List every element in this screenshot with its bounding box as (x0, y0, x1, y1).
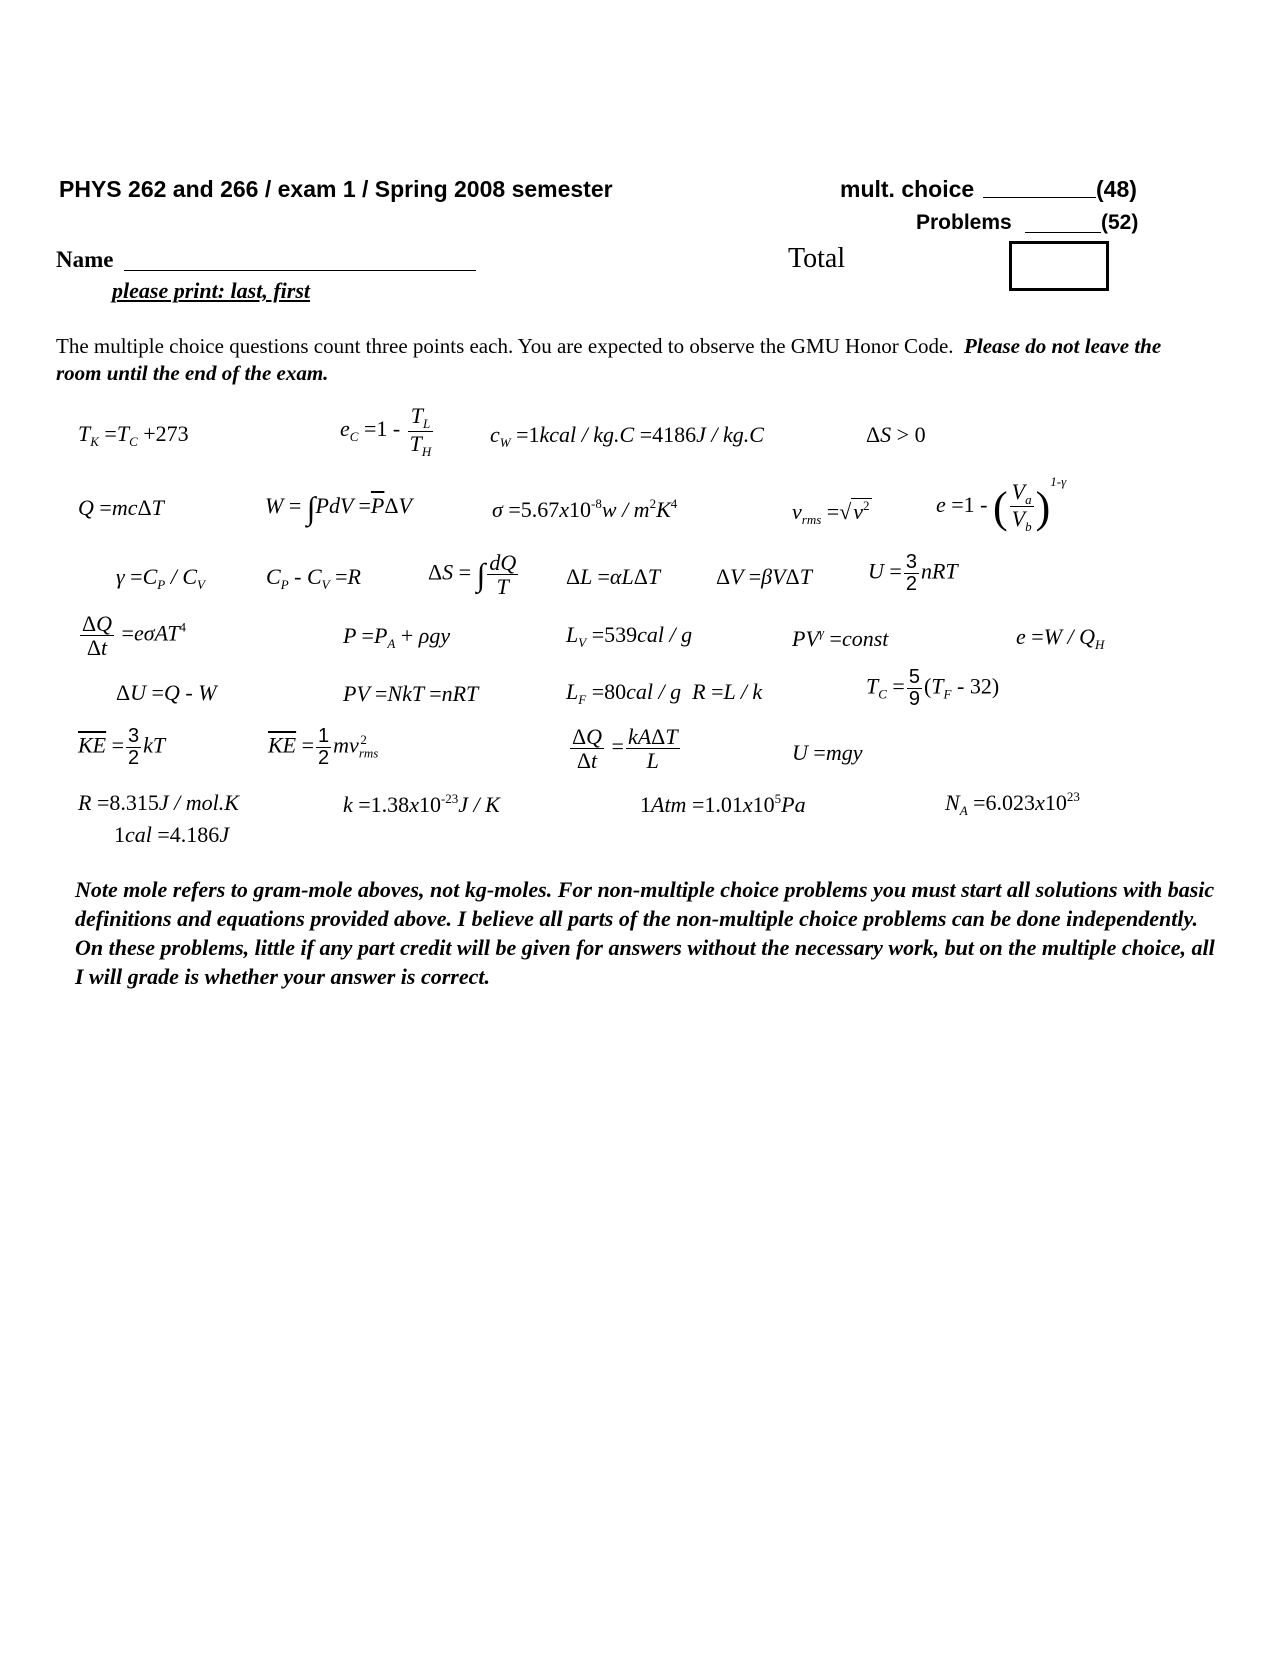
formula-ds-integral: ΔS = ∫ $\frac{dQ}{T}$ (428, 550, 517, 600)
note-paragraph: Note mole refers to gram-mole aboves, not kg-moles. For non-multiple choice problems you must start all solutions with basic definitions and equations provided above. I believe all parts of the non-multiple choice problems can be done independently. On these problems, little if any part credit will be given for answers without the necessary work, but on the multiple choice, all I will grade is whether your answer is correct. (75, 877, 1215, 989)
formula-cp-cv: $C_P - C_V =R$ (266, 564, 361, 592)
formula-ds-positive: ΔS > 0 (866, 422, 926, 447)
formula-ke-kt: $\overline{KE}$ = $\frac{3}{2}$ kT (78, 725, 166, 769)
formula-lv: $L_V =539cal / g$ (566, 622, 693, 650)
formula-e-w: $e =W / Q_H$ (1016, 624, 1105, 652)
instructions-text: The multiple choice questions count three points each. You are expected to observe the GMU Honor Code. (56, 334, 954, 358)
formula-du: ΔU =Q - W (116, 680, 217, 705)
formula-vrms: $v_{rms} =√v^2$ (792, 498, 870, 527)
formula-q: Q =mcΔT (78, 495, 164, 520)
formula-e-adiabatic: e =1 - ( $\frac{V_a}{V_b}$ )$^{1-\gamma}$ (936, 474, 1067, 535)
problems-points: (52) (1101, 211, 1139, 234)
formula-k-constant: $k =1.38x10^{-23}J / K$ (343, 791, 500, 817)
formula-conduction: $\frac{\Delta Q}{\Delta t}$ = kAΔT L (572, 724, 678, 774)
instructions-emphasis: Please do not leave the room until the end of the exam. (56, 334, 1162, 385)
formula-avogadro: $N_A =6.023x10^{23}$ (945, 789, 1080, 818)
formula-cw: $c_W$ =1kcal / kg.C =4186J / kg.C (490, 422, 764, 450)
formula-ec: $e_C =1$ - $\frac{T_L}{T_H}$ (340, 403, 432, 459)
formula-pv-gamma: $PV^\gamma$ =const (792, 625, 889, 651)
mult-choice-points: (48) (1096, 176, 1137, 202)
formula-u-mgy: U =mgy (792, 740, 863, 765)
name-label: Name (56, 247, 114, 272)
name-field-line (124, 270, 476, 271)
formula-gamma: $\gamma =C_P / C_V$ (116, 564, 205, 592)
formula-tc: $T_C$ = $\frac{5}{9}$ $(T_F - 32)$ (866, 666, 1000, 710)
formula-r-constant: R =8.315J / mol.K (78, 790, 239, 815)
formula-cal: 1cal =4.186J (114, 822, 230, 847)
formula-ke-mv: $\overline{KE}$ = $\frac{1}{2}$ $mv_{rms}^2$ (268, 725, 379, 769)
formula-lf: $L_F =80cal / g$ R =L / k (566, 679, 763, 707)
formula-dl: ΔL =αLΔT (566, 564, 661, 589)
formula-pressure: $P =P_A + \rho gy$ (343, 623, 451, 651)
formula-work: $W = \int PdV =\overline{P}\Delta V$ (265, 490, 412, 526)
exam-title: PHYS 262 and 266 / exam 1 / Spring 2008 semester (59, 176, 613, 202)
formula-u-nrt: U = $\frac{3}{2}$ nRT (868, 551, 958, 595)
formula-tk: $T_K =T_C +273$ (78, 421, 189, 449)
name-hint: please print: last, first (112, 278, 311, 303)
total-label: Total (788, 243, 846, 274)
formula-dv: ΔV =βVΔT (716, 564, 812, 589)
formula-pv: PV =NkT =nRT (343, 681, 479, 706)
formula-radiation: $\frac{\Delta Q}{\Delta t}$ =eσAT$^4$ (82, 611, 186, 661)
formula-sigma: $\sigma =5.67x10^{-8}w / m^2K^4$ (492, 496, 678, 522)
formula-atm: $1Atm =1.01x10^5Pa$ (640, 791, 806, 817)
mult-choice-score-blank (983, 197, 1096, 198)
mult-choice-label: mult. choice (840, 176, 975, 202)
problems-label: Problems (916, 211, 1012, 234)
problems-score-blank (1025, 232, 1101, 233)
instructions (56, 333, 1176, 387)
total-score-box (1009, 241, 1109, 291)
